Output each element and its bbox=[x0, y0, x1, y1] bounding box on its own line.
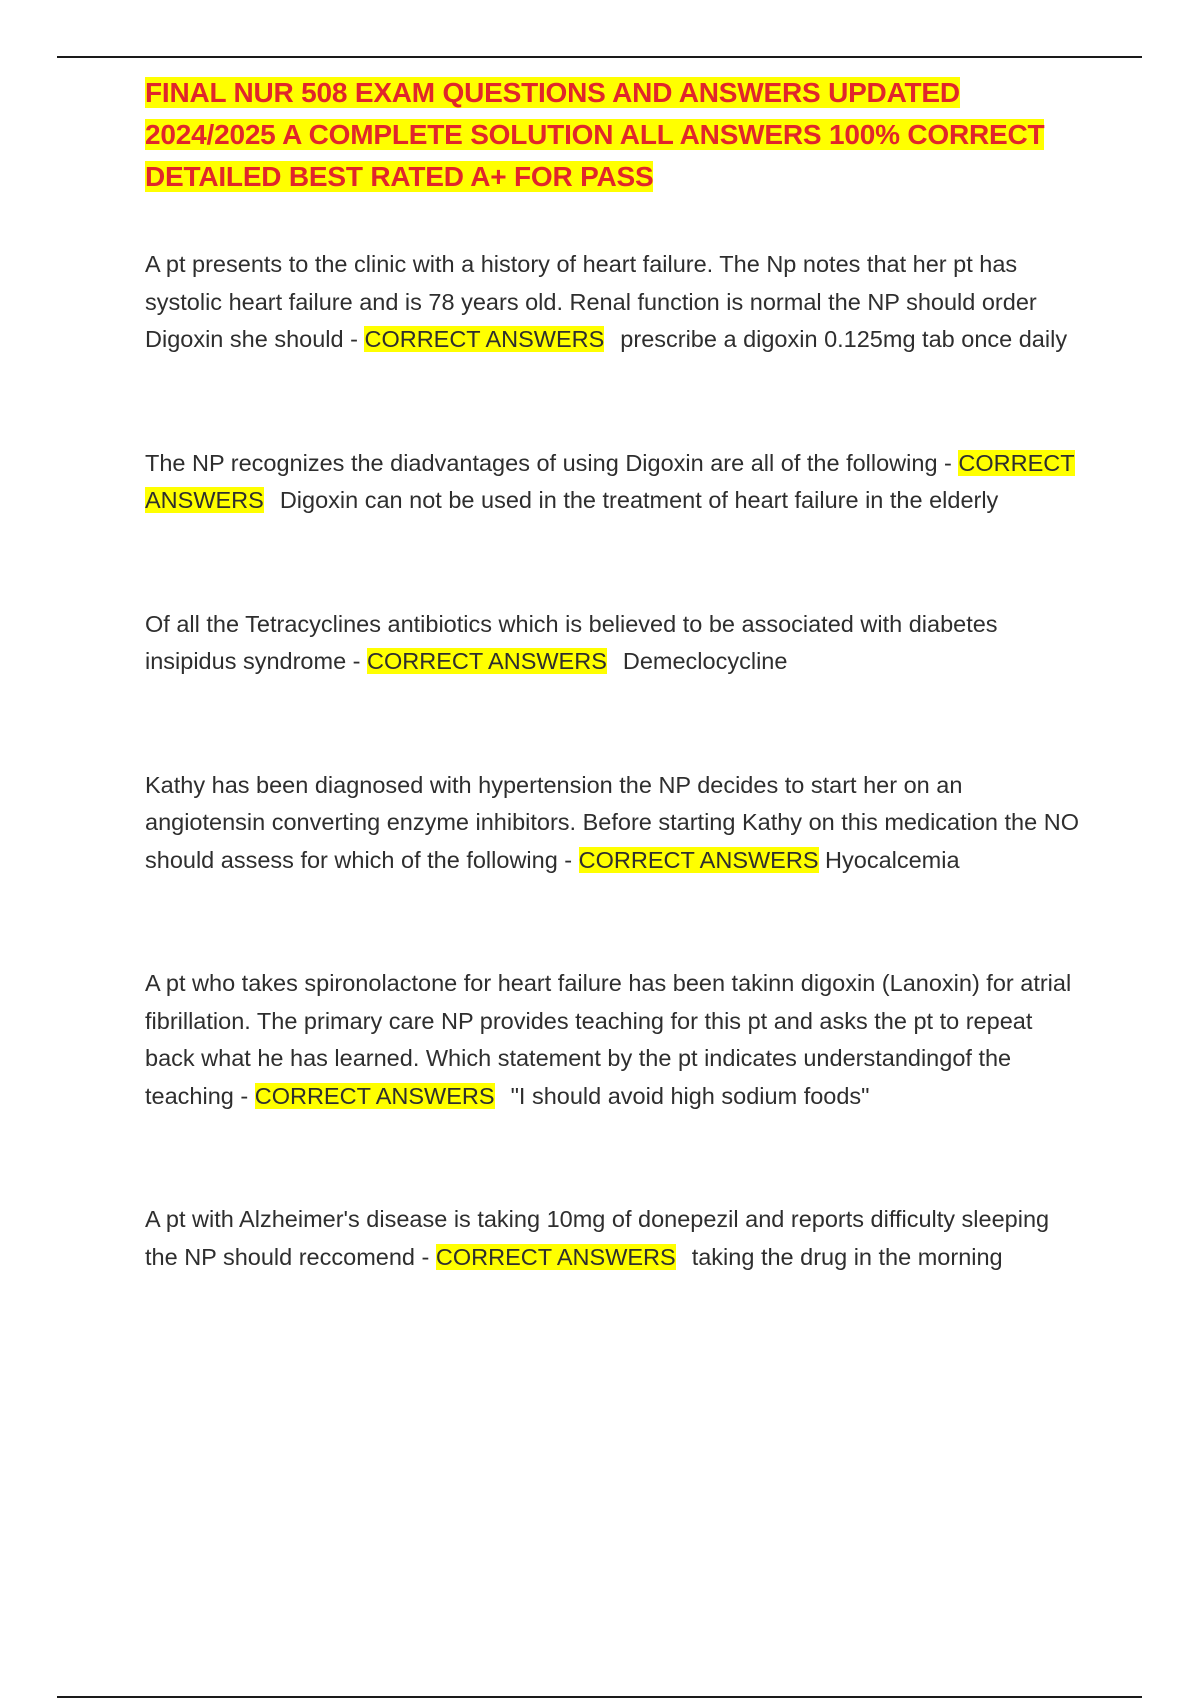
answer-text: "I should avoid high sodium foods" bbox=[510, 1082, 870, 1109]
qa-item-4 bbox=[145, 767, 1085, 880]
correct-answers-marker: CORRECT ANSWERS bbox=[367, 648, 607, 674]
document-body bbox=[145, 72, 1085, 1362]
question-text: Kathy has been diagnosed with hypertension the NP decides to start her on an angiotensin converting enzyme inhibitors. Before starting Kathy on this medication the NO should assess for which of the following - bbox=[145, 771, 1079, 873]
correct-answers-marker: CORRECT ANSWERS bbox=[364, 326, 605, 352]
question-text: A pt presents to the clinic with a history of heart failure. The Np notes that her pt has systolic heart failure and is 78 years old. Renal function is normal the NP should order Digoxin she should - bbox=[145, 251, 1037, 352]
qa-item-5 bbox=[145, 965, 1085, 1115]
qa-item-6 bbox=[145, 1201, 1085, 1276]
correct-answers-marker: CORRECT ANSWERS bbox=[145, 449, 1075, 513]
qa-item-2 bbox=[145, 445, 1085, 520]
qa-item-1 bbox=[145, 246, 1085, 359]
question-text: Of all the Tetracyclines antibiotics which is believed to be associated with diabetes insipidus syndrome - bbox=[145, 610, 998, 674]
bottom-divider bbox=[57, 1696, 1142, 1698]
top-divider bbox=[57, 56, 1142, 58]
correct-answers-marker: CORRECT ANSWERS bbox=[578, 846, 819, 873]
correct-answers-marker: CORRECT ANSWERS bbox=[254, 1082, 495, 1109]
correct-answers-marker: CORRECT ANSWERS bbox=[435, 1243, 676, 1270]
answer-text: Digoxin can not be used in the treatment of heart failure in the elderly bbox=[279, 487, 999, 513]
document-title: FINAL NUR 508 EXAM QUESTIONS AND ANSWERS UPDATED 2024/2025 A COMPLETE SOLUTION ALL ANSWERS 100% CORRECT DETAILED BEST RATED A+ FOR PASS bbox=[145, 77, 1045, 192]
question-text: The NP recognizes the diadvantages of using Digoxin are all of the following - bbox=[145, 449, 952, 476]
qa-item-3 bbox=[145, 606, 1085, 681]
answer-text: Hyocalcemia bbox=[825, 846, 960, 873]
qa-list bbox=[145, 246, 1085, 1276]
answer-text: prescribe a digoxin 0.125mg tab once daily bbox=[620, 326, 1068, 352]
answer-text: taking the drug in the morning bbox=[691, 1243, 1003, 1270]
question-text: A pt who takes spironolactone for heart failure has been takinn digoxin (Lanoxin) for atrial fibrillation. The primary care NP provides teaching for this pt and asks the pt to repeat back what he has learned. Which statement by the pt indicates understandingof the teaching - bbox=[145, 970, 1072, 1109]
answer-text: Demeclocycline bbox=[622, 648, 788, 674]
question-text: A pt with Alzheimer's disease is taking 10mg of donepezil and reports difficulty sleeping the NP should reccomend - bbox=[145, 1206, 1050, 1270]
